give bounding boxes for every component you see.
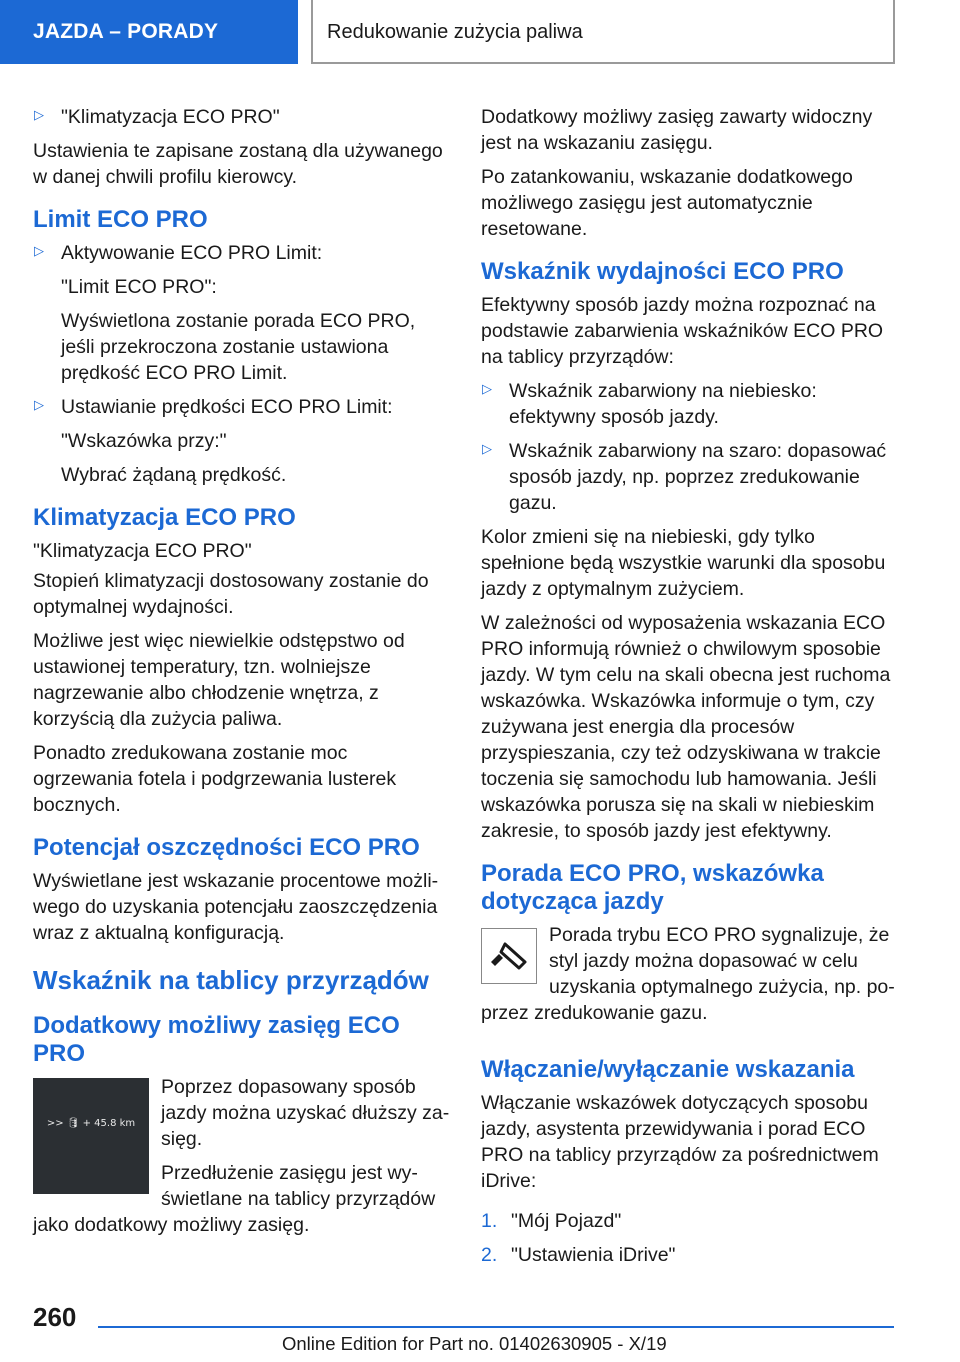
bullet-text: "Limit ECO PRO": (61, 276, 217, 298)
paragraph: Możliwe jest więc niewielkie odstępstwo od ustawionej temperatury, tzn. wolniejsze nagrzewanie albo chłodzenie wnętrza, z korzyścią dla zużycia paliwa. (33, 630, 405, 730)
bullet-text: Wyświetlona zostanie porada ECO PRO, jeśli przekroczona zostanie ustawiona prędkość ECO PRO Limit. (61, 310, 416, 384)
paragraph: Po zatankowaniu, wskazanie dodatkowego możliwego zasięgu jest automatycznie resetowane. (481, 166, 853, 240)
heading-wskaznik-wydajnosci: Wskaźnik wydajności ECO PRO (481, 258, 844, 285)
triangle-bullet-icon: ▷ (34, 243, 44, 258)
triangle-bullet-icon: ▷ (34, 107, 44, 122)
list-item (481, 378, 899, 430)
step-text: "Mój Pojazd" (511, 1210, 622, 1232)
list-item (481, 1208, 899, 1234)
heading-wlaczanie: Włączanie/wyłączanie wskazania (481, 1056, 855, 1083)
left-column (33, 104, 451, 1246)
eco-pro-foot-tip-icon (481, 928, 537, 984)
range-display-image (33, 1078, 149, 1194)
paragraph: Porada trybu ECO PRO sygnalizuje, że styl jazdy można dopasować w celu uzyskania optymalnego zużycia, np. poprzez zredukowanie gazu. (481, 924, 895, 1024)
paragraph: "Klimatyzacja ECO PRO" (33, 540, 252, 562)
footer-edition: Online Edition for Part no. 01402630905 - X/19 (282, 1333, 667, 1354)
heading-dodatkowy-zasieg: Dodatkowy możliwy zasięg ECO PRO (33, 1012, 400, 1067)
heading-limit-eco-pro: Limit ECO PRO (33, 206, 208, 233)
paragraph: Poprzez dopasowany sposób jazdy można uzyskać dłuższy zasięg. (161, 1076, 450, 1150)
range-display-text: >> 🛢 + 45.8 km (46, 1118, 136, 1129)
paragraph: Wyświetlane jest wskazanie procentowe możliwego do uzyskania potencjału zaoszczędzenia wraz z aktualną konfiguracją. (33, 870, 439, 944)
paragraph: Dodatkowy możliwy zasięg zawarty widoczny jest na wskazaniu zasięgu. (481, 106, 873, 154)
paragraph: Efektywny sposób jazdy można rozpoznać na podstawie zabarwienia wskaźników ECO PRO na tablicy przyrządów: (481, 294, 884, 368)
heading-klimatyzacja-eco-pro: Klimatyzacja ECO PRO (33, 504, 296, 531)
footer-divider (98, 1326, 894, 1328)
right-column (481, 104, 899, 1276)
paragraph: W zależności od wyposażenia wskazania ECO PRO informują również o chwilowym sposobie jazdy. W tym celu na skali obecna jest ruchoma wskazówka. Wskazówka informuje o tym, czy zużywana jest energia dla procesów przyspieszania, czy też odzyskiwana w trakcie toczenia się samochodu lub hamowania. Jeśli wskazówka porusza się na skali w niebieskim zakresie, to sposób jazdy jest efektywny. (481, 612, 891, 842)
bullet-text: "Klimatyzacja ECO PRO" (61, 106, 280, 128)
list-item (33, 104, 451, 130)
heading-wskaznik-tablica: Wskaźnik na tablicy przyrządów (33, 965, 429, 995)
list-item (481, 438, 899, 516)
step-number: 2. (481, 1244, 498, 1266)
triangle-bullet-icon: ▷ (34, 397, 44, 412)
list-item (481, 1242, 899, 1268)
paragraph: Stopień klimatyzacji dostosowany zostanie do optymalnej wydajności. (33, 570, 429, 618)
heading-potencjal: Potencjał oszczędności ECO PRO (33, 834, 420, 861)
bullet-text: Wskaźnik zabarwiony na szaro: dopasować sposób jazdy, np. poprzez zredukowanie gazu. (509, 440, 887, 514)
paragraph: Ponadto zredukowana zostanie moc ogrzewania fotela i podgrzewania lusterek bocznych. (33, 742, 397, 816)
paragraph: Przedłużenie zasięgu jest wyświetlane na tablicy przyrządów jako dodatkowy możliwy zasięg. (33, 1162, 436, 1236)
heading-porada-eco-pro: Porada ECO PRO, wskazówka dotycząca jazdy (481, 860, 824, 915)
bullet-text: Wybrać żądaną prędkość. (61, 464, 287, 486)
bullet-text: Ustawianie prędkości ECO PRO Limit: (61, 396, 393, 418)
bullet-text: Aktywowanie ECO PRO Limit: (61, 242, 323, 264)
bullet-text: Wskaźnik zabarwiony na niebiesko: efektywny sposób jazdy. (509, 380, 817, 428)
paragraph: Ustawienia te zapisane zostaną dla używanego w danej chwili profilu kierowcy. (33, 140, 443, 188)
triangle-bullet-icon: ▷ (482, 441, 492, 456)
step-text: "Ustawienia iDrive" (511, 1244, 676, 1266)
bullet-text: "Wskazówka przy:" (61, 430, 227, 452)
list-item (33, 240, 451, 386)
header-section: JAZDA – PORADY (0, 0, 298, 64)
paragraph: Kolor zmieni się na niebieski, gdy tylko spełnione będą wszystkie warunki dla sposobu jazdy z optymalnym zużyciem. (481, 526, 886, 600)
header-title: Redukowanie zużycia paliwa (311, 0, 895, 64)
page-number: 260 (33, 1302, 77, 1332)
step-number: 1. (481, 1210, 498, 1232)
paragraph: Włączanie wskazówek dotyczących sposobu jazdy, asystenta przewidywania i porad ECO PRO na tablicy przyrządów za pośrednictwem iDrive: (481, 1092, 879, 1192)
list-item (33, 394, 451, 488)
triangle-bullet-icon: ▷ (482, 381, 492, 396)
